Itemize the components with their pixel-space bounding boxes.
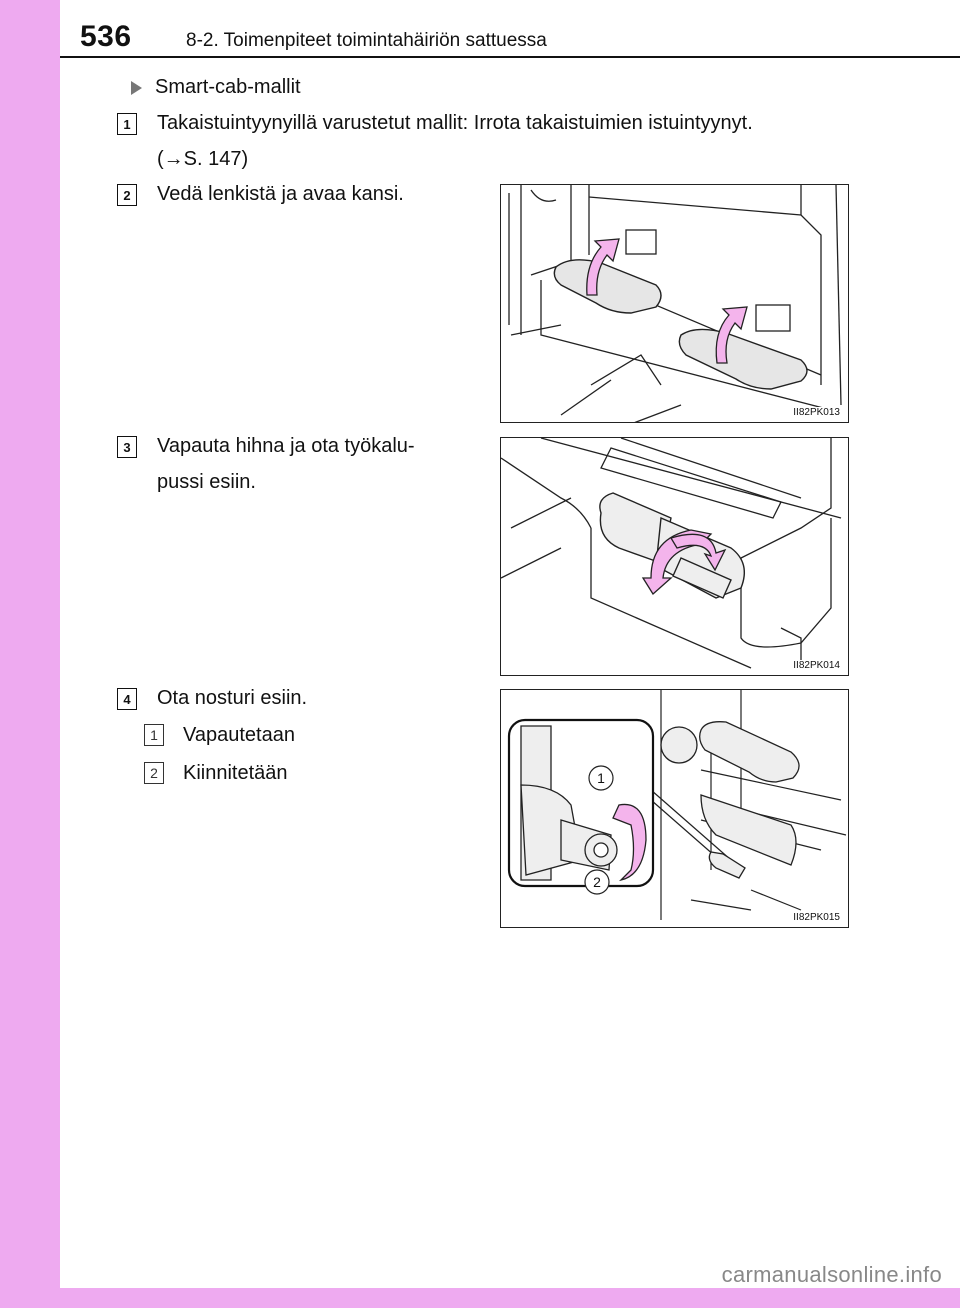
figure-code-3: II82PK015 bbox=[793, 912, 840, 923]
triangle-bullet-icon bbox=[131, 81, 142, 95]
callout-1: 1 bbox=[597, 770, 605, 786]
header-rule bbox=[60, 56, 960, 58]
sub-number-2: 2 bbox=[144, 762, 164, 784]
step-3-text bbox=[157, 428, 415, 500]
step-2-line-1: Vedä lenkistä ja avaa kansi. bbox=[157, 183, 404, 205]
step-3-line-1: Vapauta hihna ja ota työkalu- bbox=[157, 435, 415, 457]
step-1-line-1: Takaistuintyynyillä varustetut mallit: Irrota takaistuimien istuintyynyt. bbox=[157, 112, 753, 134]
step-3-line-2: pussi esiin. bbox=[157, 471, 256, 493]
step-number-1: 1 bbox=[117, 113, 137, 135]
step-number-3: 3 bbox=[117, 436, 137, 458]
step-2-text bbox=[157, 176, 404, 212]
jack-illustration bbox=[501, 690, 849, 928]
step-1-text bbox=[157, 105, 753, 177]
sub-number-1: 1 bbox=[144, 724, 164, 746]
figure-code-1: II82PK013 bbox=[793, 407, 840, 418]
callout-2: 2 bbox=[593, 874, 601, 890]
step-number-2: 2 bbox=[117, 184, 137, 206]
figure-tool-bag bbox=[500, 437, 849, 676]
step-4-line-1: Ota nosturi esiin. bbox=[157, 687, 308, 709]
sub-item-2-label: Kiinnitetään bbox=[183, 762, 288, 784]
side-color-band bbox=[0, 0, 60, 1308]
tool-bag-illustration bbox=[501, 438, 849, 676]
sub-item-1-label: Vapautetaan bbox=[183, 724, 295, 746]
section-title: 8-2. Toimenpiteet toimintahäiriön sattuessa bbox=[186, 30, 547, 51]
bottom-color-band bbox=[0, 1288, 960, 1308]
figure-code-2: II82PK014 bbox=[793, 660, 840, 671]
page-number: 536 bbox=[80, 20, 132, 53]
watermark: carmanualsonline.info bbox=[721, 1262, 942, 1287]
figure-storage-lids bbox=[500, 184, 849, 423]
model-bullet bbox=[131, 76, 301, 99]
step-4-text bbox=[157, 680, 307, 716]
figure-jack bbox=[500, 689, 849, 928]
step-1-line-2: (→S. 147) bbox=[157, 148, 249, 170]
step-number-4: 4 bbox=[117, 688, 137, 710]
storage-lids-illustration bbox=[501, 185, 849, 423]
bullet-text: Smart-cab-mallit bbox=[155, 76, 301, 98]
